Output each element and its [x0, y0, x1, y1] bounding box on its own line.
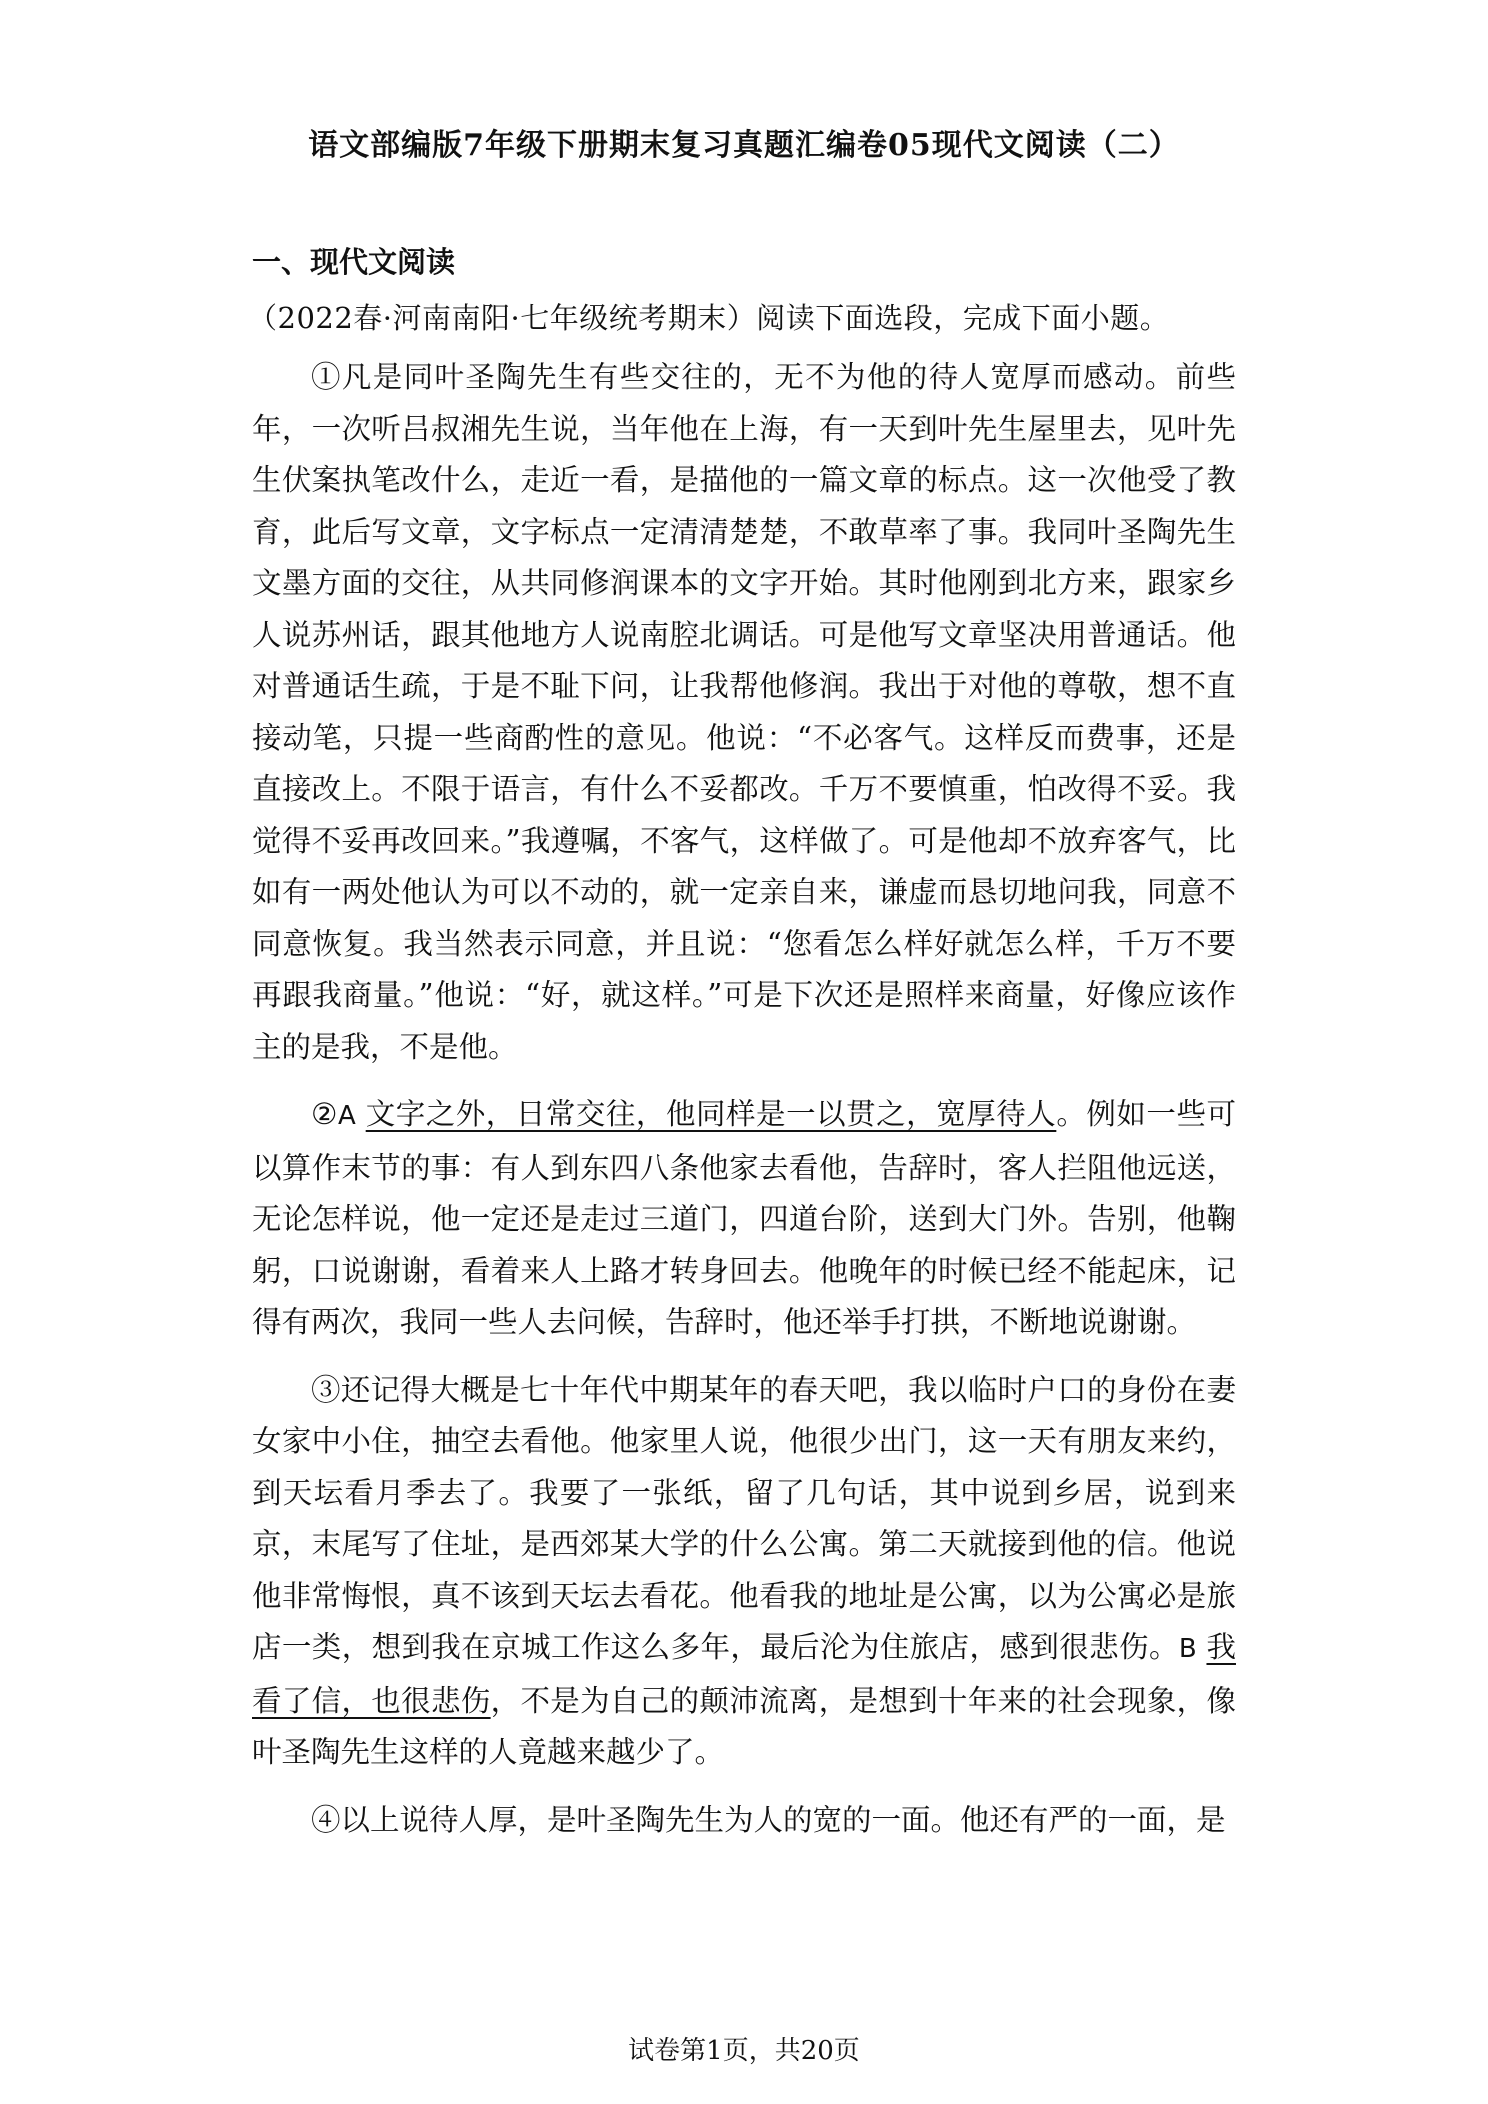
mark-b-label: B	[1178, 1634, 1197, 1664]
paragraph-number: ②	[311, 1097, 338, 1131]
page-title: 语文部编版7年级下册期末复习真题汇编卷05现代文阅读（二）	[308, 128, 1180, 163]
paragraph-2-rest: 。例如一些可以算作末节的事：有人到东四八条他家去看他，告辞时，客人拦阻他远送，无论怎样说，他一定还是走过三道门，四道台阶，送到大门外。告别，他鞠躬，口说谢谢，看着来人上路才转身回去。他晚年的时候已经不能起床，记得有两次，我同一些人去问候，告辞时，他还举手打拱，不断地说谢谢。	[252, 1097, 1236, 1339]
section-heading: 一、现代文阅读	[252, 245, 456, 279]
reading-passage	[252, 352, 1236, 1862]
paragraph-3	[252, 1365, 1236, 1779]
page-footer: 试卷第1页，共20页	[628, 2036, 860, 2066]
paragraph-3-text: ③还记得大概是七十年代中期某年的春天吧，我以临时户口的身份在妻女家中小住，抽空去看他。他家里人说，他很少出门，这一天有朋友来约，到天坛看月季去了。我要了一张纸，留了几句话，其中说到乡居，说到来京，末尾写了住址，是西郊某大学的什么公寓。第二天就接到他的信。他说他非常悔恨，真不该到天坛去看花。他看我的地址是公寓，以为公寓必是旅店一类，想到我在京城工作这么多年，最后沦为住旅店，感到很悲伤。	[252, 1372, 1236, 1664]
underlined-sentence-a: 文字之外，日常交往，他同样是一以贯之，宽厚待人	[365, 1097, 1057, 1131]
paragraph-3-rest: ，不是为自己的颠沛流离，是想到十年来的社会现象，像叶圣陶先生这样的人竟越来越少了。	[252, 1683, 1236, 1769]
paragraph-1: ①凡是同叶圣陶先生有些交往的，无不为他的待人宽厚而感动。前些年，一次听吕叔湘先生说，当年他在上海，有一天到叶先生屋里去，见叶先生伏案执笔改什么，走近一看，是描他的一篇文章的标点。这一次他受了教育，此后写文章，文字标点一定清清楚楚，不敢草率了事。我同叶圣陶先生文墨方面的交往，从共同修润课本的文字开始。其时他刚到北方来，跟家乡人说苏州话，跟其他地方人说南腔北调话。可是他写文章坚决用普通话。他对普通话生疏，于是不耻下问，让我帮他修润。我出于对他的尊敬，想不直接动笔，只提一些商酌性的意见。他说：“不必客气。这样反而费事，还是直接改上。不限于语言，有什么不妥都改。千万不要慎重，怕改得不妥。我觉得不妥再改回来。”我遵嘱，不客气，这样做了。可是他却不放弃客气，比如有一两处他认为可以不动的，就一定亲自来，谦虚而恳切地问我，同意不同意恢复。我当然表示同意，并且说：“您看怎么样好就怎么样，千万不要再跟我商量。”他说：“好，就这样。”可是下次还是照样来商量，好像应该作主的是我，不是他。	[252, 360, 1236, 1064]
paragraph-2	[252, 1089, 1236, 1349]
source-intro: （2022春·河南南阳·七年级统考期末）阅读下面选段，完成下面小题。	[248, 301, 1170, 335]
mark-a-label: A	[337, 1101, 356, 1131]
paragraph-4: ④以上说待人厚，是叶圣陶先生为人的宽的一面。他还有严的一面，是	[311, 1802, 1226, 1837]
underlined-sentence-b: 我看了信，也很悲伤	[252, 1630, 1236, 1718]
